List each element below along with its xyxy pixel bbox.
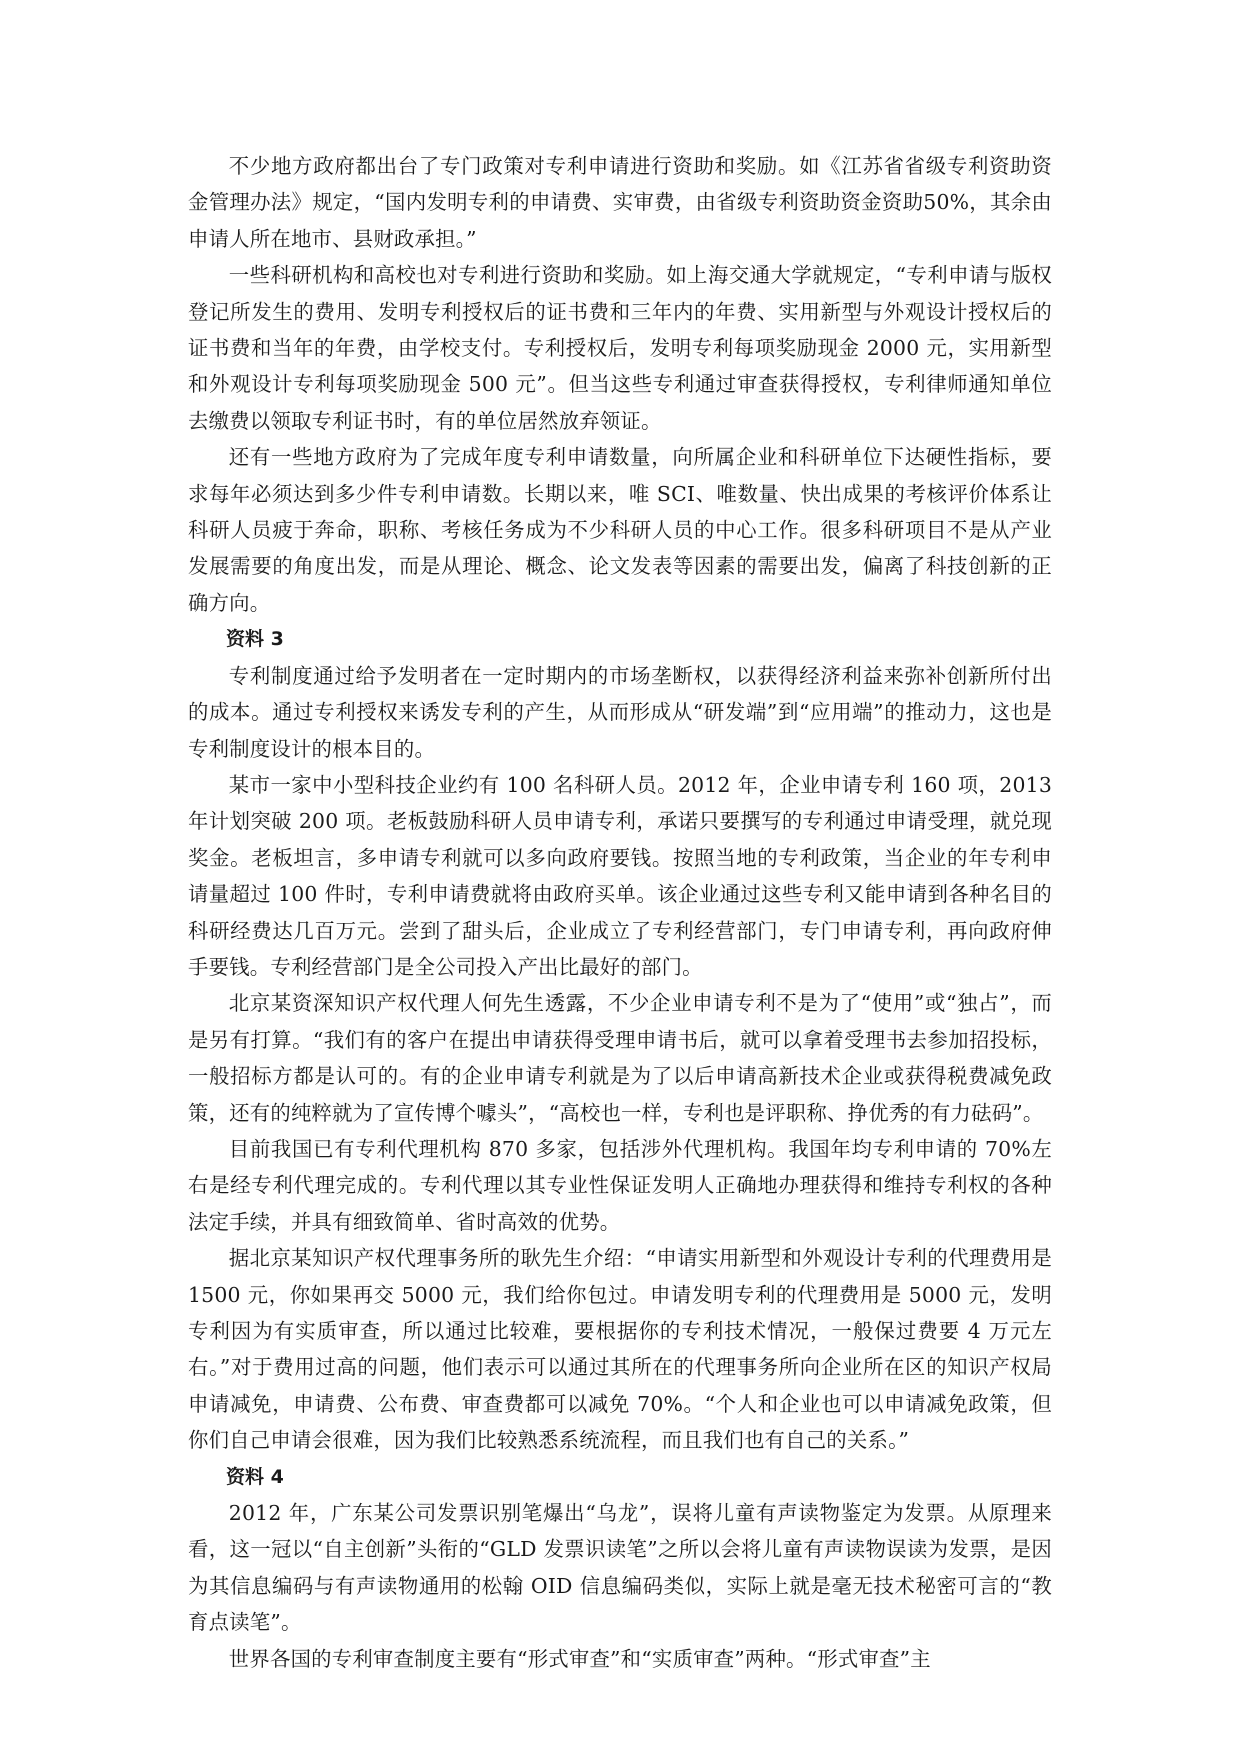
paragraph: 北京某资深知识产权代理人何先生透露，不少企业申请专利不是为了“使用”或“独占”，而是另有打算。“我们有的客户在提出申请获得受理申请书后，就可以拿着受理书去参加招投标，一般招标方都是认可的。有的企业申请专利就是为了以后申请高新技术企业或获得税费减免政策，还有的纯粹就为了宣传博个噱头”，“高校也一样，专利也是评职称、挣优秀的有力砝码”。 — [188, 991, 1052, 1125]
paragraph: 据北京某知识产权代理事务所的耿先生介绍：“申请实用新型和外观设计专利的代理费用是 1500 元，你如果再交 5000 元，我们给你包过。申请发明专利的代理费用是 5000 元，发明专利因为有实质审查，所以通过比较难，要根据你的专利技术情况，一般保过费要 4 万元左右。”对于费用过高的问题，他们表示可以通过其所在的代理事务所向企业所在区的知识产权局申请减免，申请费、公布费、审查费都可以减免 70%。“个人和企业也可以申请减免政策，但你们自己申请会很难，因为我们比较熟悉系统流程，而且我们也有自己的关系。” — [188, 1246, 1052, 1453]
paragraph: 还有一些地方政府为了完成年度专利申请数量，向所属企业和科研单位下达硬性指标，要求每年必须达到多少件专利申请数。长期以来，唯 SCI、唯数量、快出成果的考核评价体系让科研人员疲于奔命，职称、考核任务成为不少科研人员的中心工作。很多科研项目不是从产业发展需要的角度出发，而是从理论、概念、论文发表等因素的需要出发，偏离了科技创新的正确方向。 — [188, 445, 1052, 615]
paragraph: 世界各国的专利审查制度主要有“形式审查”和“实质审查”两种。“形式审查”主 — [228, 1646, 931, 1671]
paragraph: 专利制度通过给予发明者在一定时期内的市场垄断权，以获得经济利益来弥补创新所付出的成本。通过专利授权来诱发专利的产生，从而形成从“研发端”到“应用端”的推动力，这也是专利制度设计的根本目的。 — [188, 663, 1052, 761]
paragraph: 不少地方政府都出台了专门政策对专利申请进行资助和奖励。如《江苏省省级专利资助资金管理办法》规定，“国内发明专利的申请费、实审费，由省级专利资助资金资助50%，其余由申请人所在地市、县财政承担。” — [188, 154, 1052, 251]
paragraph: 目前我国已有专利代理机构 870 多家，包括涉外代理机构。我国年均专利申请的 70%左右是经专利代理完成的。专利代理以其专业性保证发明人正确地办理获得和维持专利权的各种法定手续，并具有细致简单、省时高效的优势。 — [188, 1136, 1052, 1234]
section-heading: 资料 3 — [226, 628, 284, 651]
paragraph: 某市一家中小型科技企业约有 100 名科研人员。2012 年，企业申请专利 160 项，2013 年计划突破 200 项。老板鼓励科研人员申请专利，承诺只要撰写的专利通过申请受理，就兑现奖金。老板坦言，多申请专利就可以多向政府要钱。按照当地的专利政策，当企业的年专利申请量超过 100 件时，专利申请费就将由政府买单。该企业通过这些专利又能申请到各种名目的科研经费达几百万元。尝到了甜头后，企业成立了专利经营部门，专门申请专利，再向政府伸手要钱。专利经营部门是全公司投入产出比最好的部门。 — [188, 772, 1052, 979]
section-heading: 资料 4 — [226, 1465, 284, 1488]
paragraph: 2012 年，广东某公司发票识别笔爆出“乌龙”，误将儿童有声读物鉴定为发票。从原理来看，这一冠以“自主创新”头衔的“GLD 发票识读笔”之所以会将儿童有声读物误读为发票，是因为其信息编码与有声读物通用的松翰 OID 信息编码类似，实际上就是毫无技术秘密可言的“教育点读笔”。 — [188, 1501, 1052, 1635]
paragraph: 一些科研机构和高校也对专利进行资助和奖励。如上海交通大学就规定，“专利申请与版权登记所发生的费用、发明专利授权后的证书费和三年内的年费、实用新型与外观设计授权后的证书费和当年的年费，由学校支付。专利授权后，发明专利每项奖励现金 2000 元，实用新型和外观设计专利每项奖励现金 500 元”。但当这些专利通过审查获得授权，专利律师通知单位去缴费以领取专利证书时，有的单位居然放弃领证。 — [188, 263, 1052, 433]
document-page — [188, 148, 1052, 1677]
